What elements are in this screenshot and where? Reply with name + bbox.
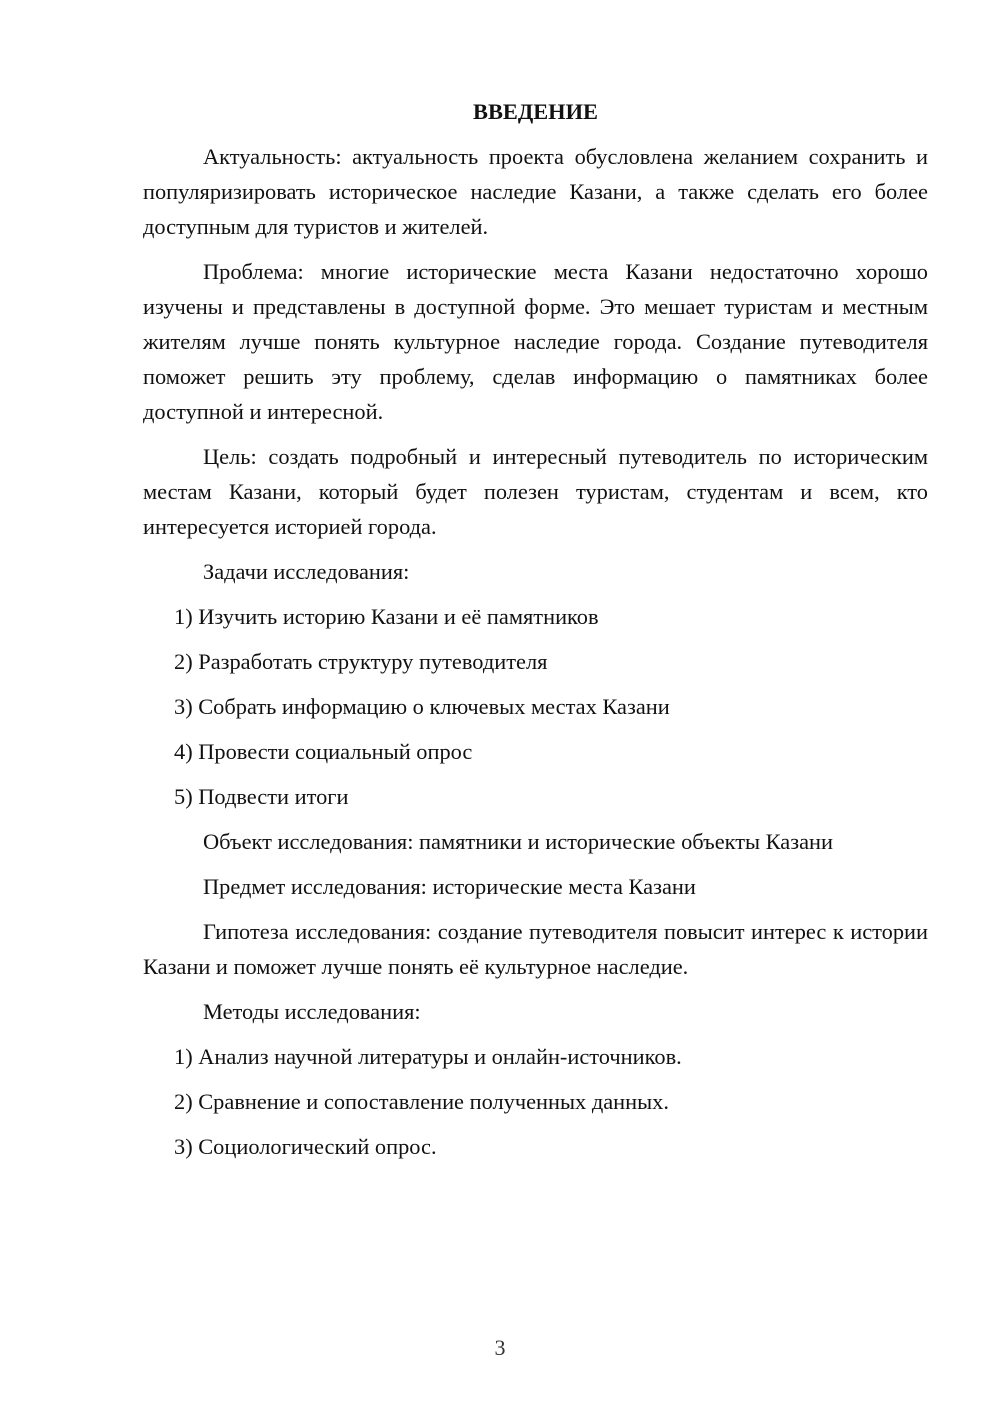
tasks-heading: Задачи исследования: <box>203 559 410 584</box>
task-item: 2) Разработать структуру путеводителя <box>174 649 548 674</box>
problem-paragraph: Проблема: многие исторические места Казани недостаточно хорошо изучены и представлены в доступной форме. Это мешает туристам и местным жителям лучше понять культурное наследие города. Создание путеводителя поможет решить эту проблему, сделав информацию о памятниках более доступной и интересной. <box>143 259 928 424</box>
task-item: 4) Провести социальный опрос <box>174 739 473 764</box>
research-object: Объект исследования: памятники и исторические объекты Казани <box>203 829 833 854</box>
goal-paragraph: Цель: создать подробный и интересный путеводитель по историческим местам Казани, который будет полезен туристам, студентам и всем, кто интересуется историей города. <box>143 444 928 539</box>
methods-heading: Методы исследования: <box>203 999 421 1024</box>
task-item: 5) Подвести итоги <box>174 784 349 809</box>
relevance-paragraph: Актуальность: актуальность проекта обусловлена желанием сохранить и популяризировать историческое наследие Казани, а также сделать его более доступным для туристов и жителей. <box>143 144 928 239</box>
method-item: 3) Социологический опрос. <box>174 1134 437 1159</box>
page-number: 3 <box>494 1335 506 1360</box>
page-content <box>143 94 928 1174</box>
methods-list <box>143 1039 928 1164</box>
research-subject: Предмет исследования: исторические места Казани <box>203 874 696 899</box>
task-item: 1) Изучить историю Казани и её памятников <box>174 604 599 629</box>
method-item: 1) Анализ научной литературы и онлайн-источников. <box>174 1044 682 1069</box>
hypothesis-paragraph: Гипотеза исследования: создание путеводителя повысит интерес к истории Казани и поможет лучше понять её культурное наследие. <box>143 919 928 979</box>
method-item: 2) Сравнение и сопоставление полученных данных. <box>174 1089 669 1114</box>
tasks-list <box>143 599 928 814</box>
page-title: ВВЕДЕНИЕ <box>473 99 598 124</box>
task-item: 3) Собрать информацию о ключевых местах Казани <box>174 694 670 719</box>
